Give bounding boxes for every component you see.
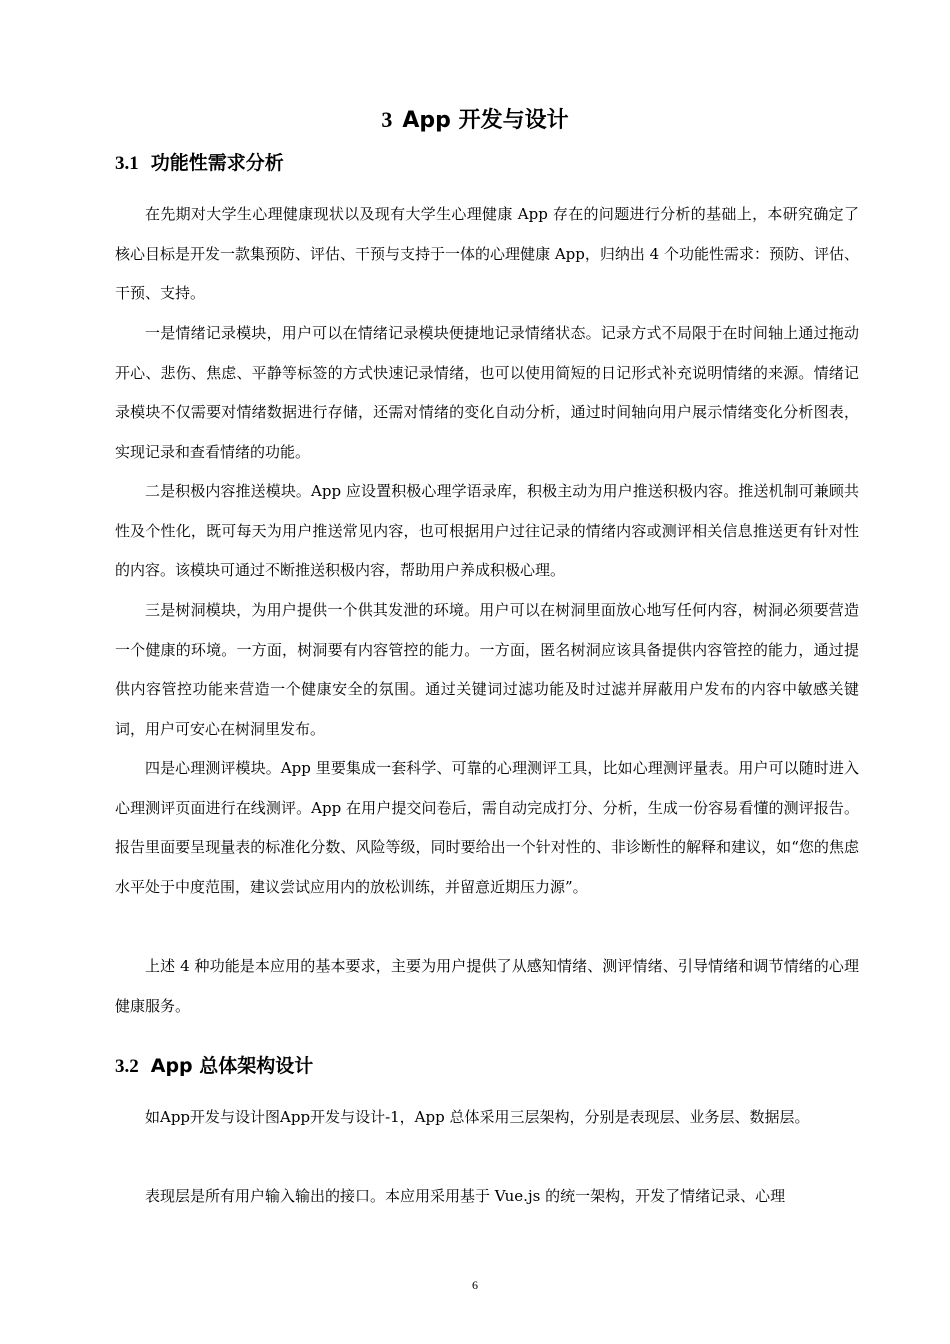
paragraph-summary: 上述 4 种功能是本应用的基本要求，主要为用户提供了从感知情绪、测评情绪、引导情绪和调节情绪的心理健康服务。: [115, 957, 859, 1015]
section-heading-3-2: [115, 1052, 313, 1081]
paragraph-positive-push: 二是积极内容推送模块。App 应设置积极心理学语录库，积极主动为用户推送积极内容。推送机制可兼顾共性及个性化，既可每天为用户推送常见内容，也可根据用户过往记录的情绪内容或测评相关信息推送更有针对性的内容。该模块可通过不断推送积极内容，帮助用户养成积极心理。: [115, 482, 859, 580]
chapter-number: 3: [381, 107, 393, 132]
section-number: 3.2: [115, 1056, 139, 1077]
section-heading-3-1: [115, 149, 284, 178]
paragraph-assessment: 四是心理测评模块。App 里要集成一套科学、可靠的心理测评工具，比如心理测评量表。用户可以随时进入心理测评页面进行在线测评。App 在用户提交问卷后，需自动完成打分、分析，生成一份容易看懂的测评报告。报告里面要呈现量表的标准化分数、风险等级，同时要给出一个针对性的、非诊断性的解释和建议，如“您的焦虑水平处于中度范围，建议尝试应用内的放松训练，并留意近期压力源”。: [115, 759, 859, 896]
section-title: App 总体架构设计: [150, 1055, 314, 1077]
paragraph-architecture: 如App开发与设计图App开发与设计-1，App 总体采用三层架构，分别是表现层、业务层、数据层。: [145, 1108, 810, 1126]
section-number: 3.1: [115, 153, 139, 174]
chapter-title-text: App 开发与设计: [402, 108, 569, 133]
chapter-title: [0, 104, 950, 137]
section-title: 功能性需求分析: [150, 152, 284, 174]
paragraph-emotion-record: 一是情绪记录模块，用户可以在情绪记录模块便捷地记录情绪状态。记录方式不局限于在时间轴上通过拖动开心、悲伤、焦虑、平静等标签的方式快速记录情绪，也可以使用简短的日记形式补充说明情绪的来源。情绪记录模块不仅需要对情绪数据进行存储，还需对情绪的变化自动分析，通过时间轴向用户展示情绪变化分析图表，实现记录和查看情绪的功能。: [115, 324, 859, 461]
page-number: 6: [472, 1278, 478, 1292]
paragraph-presentation-layer: 表现层是所有用户输入输出的接口。本应用采用基于 Vue.js 的统一架构，开发了情绪记录、心理: [145, 1187, 786, 1205]
paragraph-intro: 在先期对大学生心理健康现状以及现有大学生心理健康 App 存在的问题进行分析的基础上，本研究确定了核心目标是开发一款集预防、评估、干预与支持于一体的心理健康 App，归纳出 4 个功能性需求：预防、评估、干预、支持。: [115, 205, 859, 303]
paragraph-tree-hole: 三是树洞模块，为用户提供一个供其发泄的环境。用户可以在树洞里面放心地写任何内容，树洞必须要营造一个健康的环境。一方面，树洞要有内容管控的能力。一方面，匿名树洞应该具备提供内容管控的能力，通过提供内容管控功能来营造一个健康安全的氛围。通过关键词过滤功能及时过滤并屏蔽用户发布的内容中敏感关键词，用户可安心在树洞里发布。: [115, 601, 859, 738]
